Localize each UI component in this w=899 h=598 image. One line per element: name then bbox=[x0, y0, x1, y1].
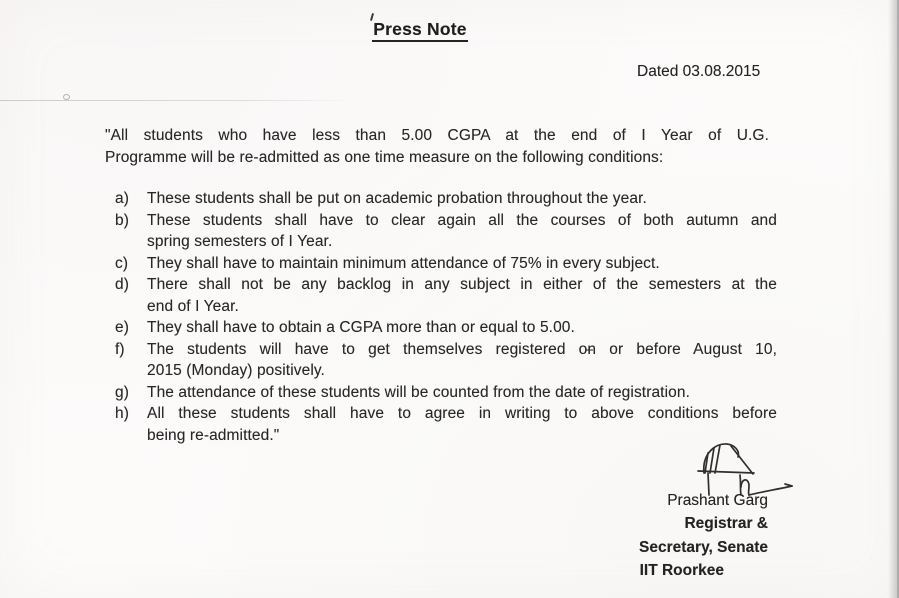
scan-artifact-line bbox=[0, 100, 356, 101]
condition-text bbox=[147, 382, 777, 404]
condition-text bbox=[147, 339, 777, 382]
condition-line: They shall have to maintain minimum attendance of 75% in every subject. bbox=[147, 254, 660, 272]
condition-item bbox=[115, 253, 777, 275]
signatory-role-line: IIT Roorkee bbox=[639, 561, 724, 579]
condition-item bbox=[115, 403, 777, 446]
conditions-list bbox=[115, 188, 777, 446]
condition-line: All these students shall have to agree in writing to above conditions before bbox=[147, 405, 777, 422]
condition-item bbox=[115, 188, 777, 210]
condition-item bbox=[115, 274, 777, 317]
signature-block bbox=[600, 489, 768, 582]
document-title-text: Press Note bbox=[372, 19, 467, 42]
condition-line: They shall have to obtain a CGPA more than or equal to 5.00. bbox=[147, 319, 575, 336]
condition-marker: h) bbox=[115, 405, 129, 422]
condition-item bbox=[115, 382, 777, 404]
condition-marker: a) bbox=[115, 190, 129, 207]
condition-marker: g) bbox=[115, 383, 129, 401]
condition-marker: f) bbox=[115, 340, 125, 358]
condition-marker: e) bbox=[115, 319, 129, 336]
condition-text bbox=[147, 403, 777, 446]
condition-line: There shall not be any backlog in any subject in either of the semesters at the bbox=[147, 276, 777, 293]
condition-line: spring semesters of I Year. bbox=[147, 233, 333, 250]
condition-line: These students shall have to clear again all the courses of both autumn and bbox=[147, 211, 777, 229]
condition-line: The attendance of these students will be counted from the date of registration. bbox=[147, 383, 690, 401]
condition-text bbox=[147, 253, 777, 275]
scan-edge-shadow bbox=[888, 0, 899, 598]
condition-text bbox=[147, 274, 777, 317]
scan-artifact-speck bbox=[63, 94, 70, 100]
condition-line: These students shall be put on academic probation throughout the year. bbox=[147, 190, 647, 207]
signatory-name: Prashant Garg bbox=[667, 492, 768, 509]
condition-item bbox=[115, 317, 777, 339]
condition-text bbox=[147, 317, 777, 339]
condition-line: 2015 (Monday) positively. bbox=[147, 362, 325, 379]
condition-text bbox=[147, 188, 777, 210]
condition-line: The students will have to get themselves registered on or before August 10, bbox=[147, 340, 777, 358]
condition-item bbox=[115, 339, 777, 382]
document-title bbox=[0, 19, 840, 40]
condition-line: being re-admitted." bbox=[147, 426, 280, 444]
intro-paragraph bbox=[105, 125, 769, 169]
date-line: Dated 03.08.2015 bbox=[637, 63, 761, 80]
condition-line: end of I Year. bbox=[147, 297, 239, 315]
condition-marker: b) bbox=[115, 211, 129, 229]
intro-line: "All students who have less than 5.00 CGPA at the end of I Year of U.G. bbox=[105, 127, 769, 144]
condition-marker: d) bbox=[115, 276, 129, 293]
signatory-role-line: Secretary, Senate bbox=[639, 538, 768, 556]
condition-text bbox=[147, 210, 777, 253]
signatory-role-line: Registrar & bbox=[684, 515, 768, 533]
condition-item bbox=[115, 210, 777, 253]
condition-marker: c) bbox=[115, 254, 129, 272]
intro-line: Programme will be re-admitted as one time measure on the following conditions: bbox=[105, 148, 664, 166]
